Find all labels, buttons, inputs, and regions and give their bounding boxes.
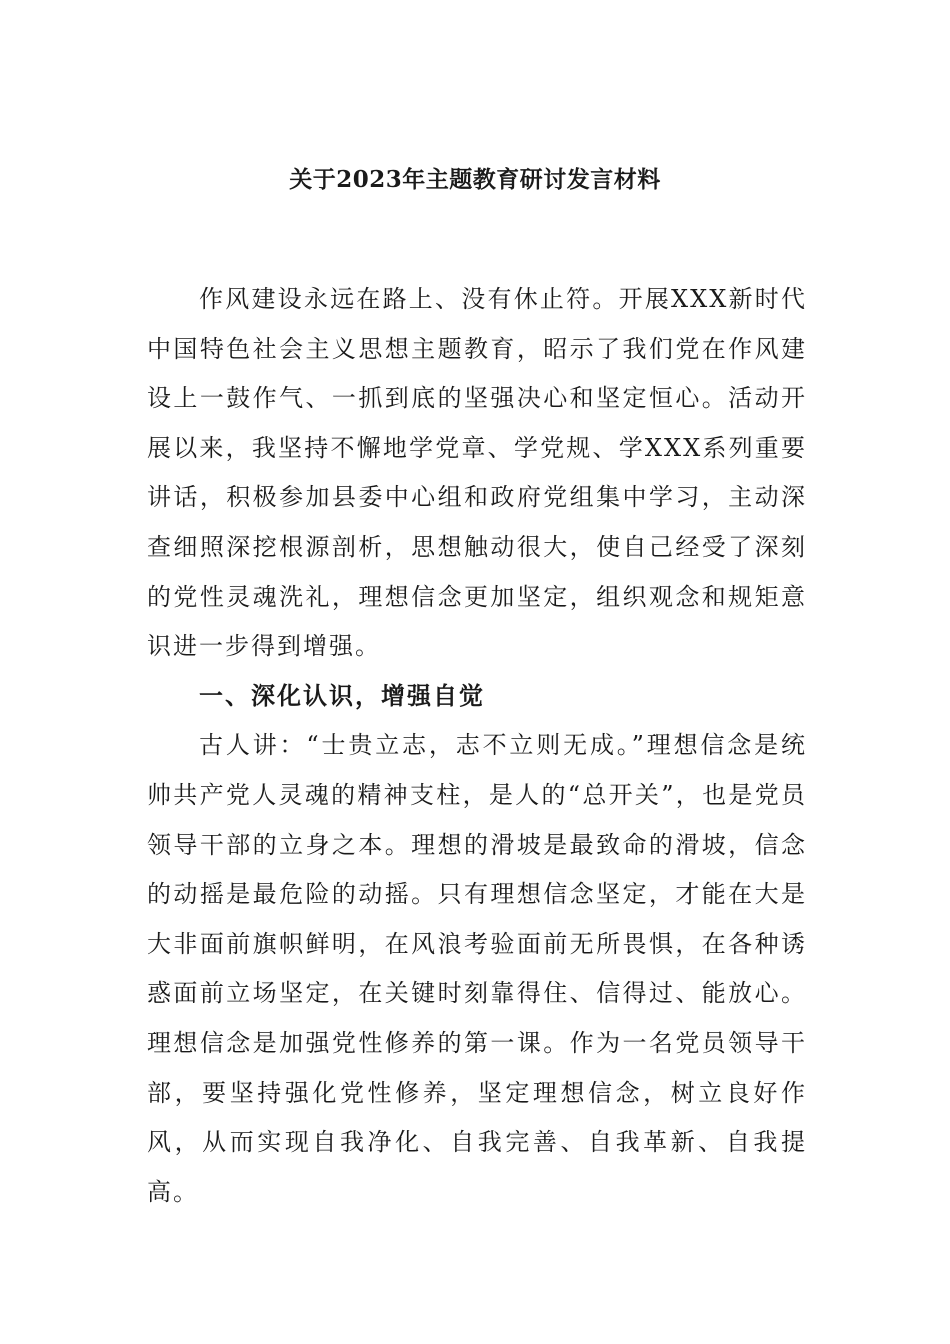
document-title: 关于2023年主题教育研讨发言材料 [289, 166, 661, 193]
intro-paragraph: 作风建设永远在路上、没有休止符。开展XXX新时代中国特色社会主义思想主题教育，昭示了我们党在作风建设上一鼓作气、一抓到底的坚强决心和坚定恒心。活动开展以来，我坚持不懈地学党章、学党规、学XXX系列重要讲话，积极参加县委中心组和政府党组集中学习，主动深查细照深挖根源剖析，思想触动很大，使自己经受了深刻的党性灵魂洗礼，理想信念更加坚定，组织观念和规矩意识进一步得到增强。 [147, 285, 807, 661]
section-paragraph: 古人讲：“士贵立志，志不立则无成。”理想信念是统帅共产党人灵魂的精神支柱，是人的“总开关”，也是党员领导干部的立身之本。理想的滑坡是最致命的滑坡，信念的动摇是最危险的动摇。只有理想信念坚定，才能在大是大非面前旗帜鲜明，在风浪考验面前无所畏惧，在各种诱惑面前立场坚定，在关键时刻靠得住、信得过、能放心。理想信念是加强党性修养的第一课。作为一名党员领导干部，要坚持强化党性修养，坚定理想信念，树立良好作风，从而实现自我净化、自我完善、自我革新、自我提高。 [147, 731, 807, 1206]
section-heading: 一、深化认识，增强自觉 [199, 681, 485, 710]
document-body [147, 275, 807, 1217]
